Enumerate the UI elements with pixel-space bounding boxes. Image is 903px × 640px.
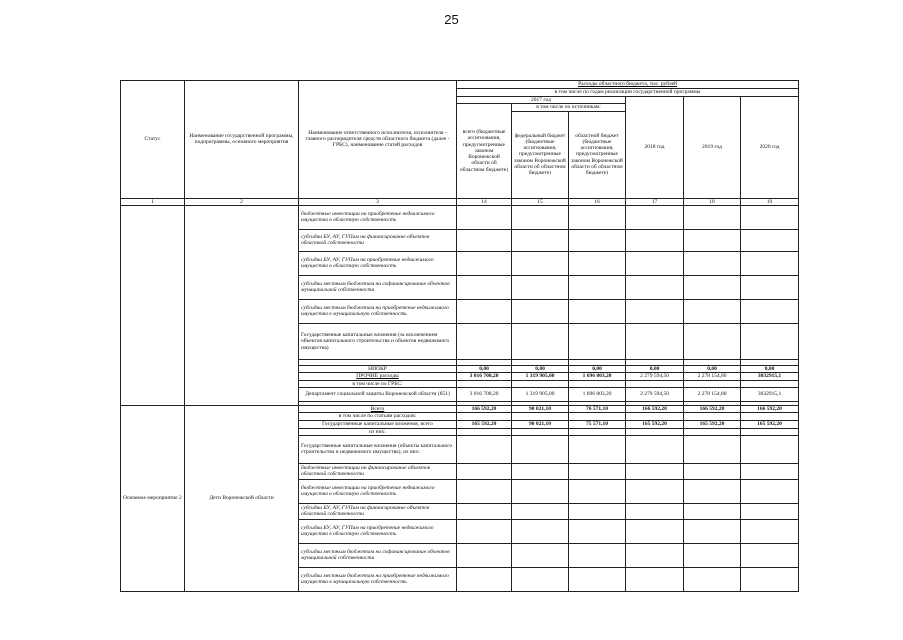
expense-item: бюджетные инвестиции на приобретение недвижимого имущества в областную собственность — [299, 205, 457, 229]
col-number: 15 — [512, 198, 569, 205]
capital-investments-label: Государственные капитальные вложения (за исключением объектов капитального строительства и объектов недвижимого имущества) — [299, 323, 457, 359]
department-label: Департамент социальной защиты Воронежской области (851) — [299, 387, 457, 401]
section2-status: Основное мероприятие 2 — [121, 405, 185, 591]
section1-status — [121, 205, 185, 405]
value-cell: 76 571,10 — [569, 405, 626, 412]
value-cell: 0,00 — [684, 365, 741, 372]
header-federal-col: федеральный бюджет (бюджетные ассигнования, предусмотренные законом Воронежской области об областном бюджете) — [512, 111, 569, 198]
value-cell: 1 319 905,00 — [512, 387, 569, 401]
niokr-label: НИОКР — [299, 365, 457, 372]
value-cell: 165 592,20 — [684, 420, 741, 428]
value-cell: 0,00 — [569, 365, 626, 372]
expense-item: субсидии БУ, АУ, ГУПам на финансирование объектов областной собственности — [299, 229, 457, 251]
value-cell: 166 592,20 — [457, 405, 512, 412]
section1-program — [185, 205, 299, 405]
expense-item: субсидии БУ, АУ, ГУПам на финансирование объектов областной собственности — [299, 503, 457, 519]
col-number: 18 — [684, 198, 741, 205]
budget-table — [120, 80, 799, 592]
value-cell: 1 319 905,00 — [512, 373, 569, 380]
col-number: 2 — [185, 198, 299, 205]
header-year-2017: 2017 год — [457, 97, 626, 104]
incl-articles-label: в том числе по статьям расходов: — [299, 413, 457, 420]
value-cell: 2 278 154,80 — [684, 387, 741, 401]
expense-item: субсидии местным бюджетам на приобретение недвижимого имущества в муниципальную собственность — [299, 299, 457, 323]
value-cell: 0,00 — [626, 365, 684, 372]
header-regional-col: областной бюджет (бюджетные ассигнования, предусмотренные законом Воронежской области об областном бюджете) — [569, 111, 626, 198]
expense-item: субсидии БУ, АУ, ГУПам на приобретение недвижимого имущества в областную собственность — [299, 519, 457, 543]
header-program: Наименование государственной программы, подпрограммы, основного мероприятия — [185, 81, 299, 199]
value-cell: 3032915,1 — [741, 387, 799, 401]
value-cell: 2 278 154,80 — [684, 373, 741, 380]
expense-item: бюджетные инвестиции на финансирование объектов областной собственности — [299, 463, 457, 479]
value-cell: 165 592,20 — [741, 420, 799, 428]
header-by-years: в том числе по годам реализации государственной программы — [457, 89, 799, 97]
value-cell: 75 571,10 — [569, 420, 626, 428]
header-total-col: всего (бюджетные ассигнования, предусмотренные законом Воронежской области об областном бюджете) — [457, 104, 512, 198]
value-cell: 165 592,20 — [457, 420, 512, 428]
page-number: 25 — [444, 12, 459, 27]
other-expenses-label: ПРОЧИЕ расходы — [299, 373, 457, 380]
value-cell: 0,00 — [457, 365, 512, 372]
value-cell: 1 696 803,20 — [569, 373, 626, 380]
expense-item: субсидии местным бюджетам на приобретение недвижимого имущества в муниципальную собственность — [299, 567, 457, 591]
value-cell: 90 021,10 — [512, 405, 569, 412]
incl-grbs-label: в том числе по ГРБС: — [299, 380, 457, 387]
col-number: 19 — [741, 198, 799, 205]
value-cell: 166 592,20 — [684, 405, 741, 412]
value-cell: 2 279 594,50 — [626, 373, 684, 380]
value-cell: 0,00 — [741, 365, 799, 372]
expense-item: субсидии местным бюджетам на софинансирование объектов муниципальной собственности — [299, 275, 457, 299]
header-grbs: Наименование ответственного исполнителя, исполнителя - главного распорядителя средств областного бюджета (далее - ГРБС), наименование статей расходов — [299, 81, 457, 199]
value-cell: 165 592,20 — [626, 420, 684, 428]
col-number: 16 — [569, 198, 626, 205]
header-expenses: Расходы областного бюджета, тыс. рублей — [457, 81, 799, 89]
header-incl-sources: в том числе по источникам: — [512, 104, 626, 111]
col-number: 14 — [457, 198, 512, 205]
value-cell: 166 592,20 — [741, 405, 799, 412]
value-cell: 3032915,1 — [741, 373, 799, 380]
value-cell: 166 592,20 — [626, 405, 684, 412]
header-status: Статус — [121, 81, 185, 199]
expense-item: субсидии местным бюджетам на софинансирование объектов муниципальной собственности — [299, 543, 457, 567]
value-cell: 3 016 708,20 — [457, 373, 512, 380]
header-2018: 2018 год — [626, 97, 684, 199]
value-cell: 0,00 — [512, 365, 569, 372]
of-which-label: из них: — [299, 428, 457, 435]
col-number: 17 — [626, 198, 684, 205]
col-number: 3 — [299, 198, 457, 205]
col-number: 1 — [121, 198, 185, 205]
header-2020: 2020 год — [741, 97, 799, 199]
total-label: Всего — [299, 405, 457, 412]
value-cell: 90 021,10 — [512, 420, 569, 428]
value-cell: 2 279 594,50 — [626, 387, 684, 401]
expense-item: субсидии БУ, АУ, ГУПам на приобретение недвижимого имущества в областную собственность — [299, 251, 457, 275]
section2-program: Дети Воронежской области — [185, 405, 299, 591]
capital-objects-label: Государственные капитальные вложения (объекты капитального строительства и недвижимого имущества), из них: — [299, 435, 457, 463]
value-cell: 3 016 708,20 — [457, 387, 512, 401]
capital-total-label: Государственные капитальные вложения, всего — [299, 420, 457, 428]
expense-item: бюджетные инвестиции на приобретение недвижимого имущества в областную собственность — [299, 479, 457, 503]
header-2019: 2019 год — [684, 97, 741, 199]
value-cell: 1 696 803,20 — [569, 387, 626, 401]
